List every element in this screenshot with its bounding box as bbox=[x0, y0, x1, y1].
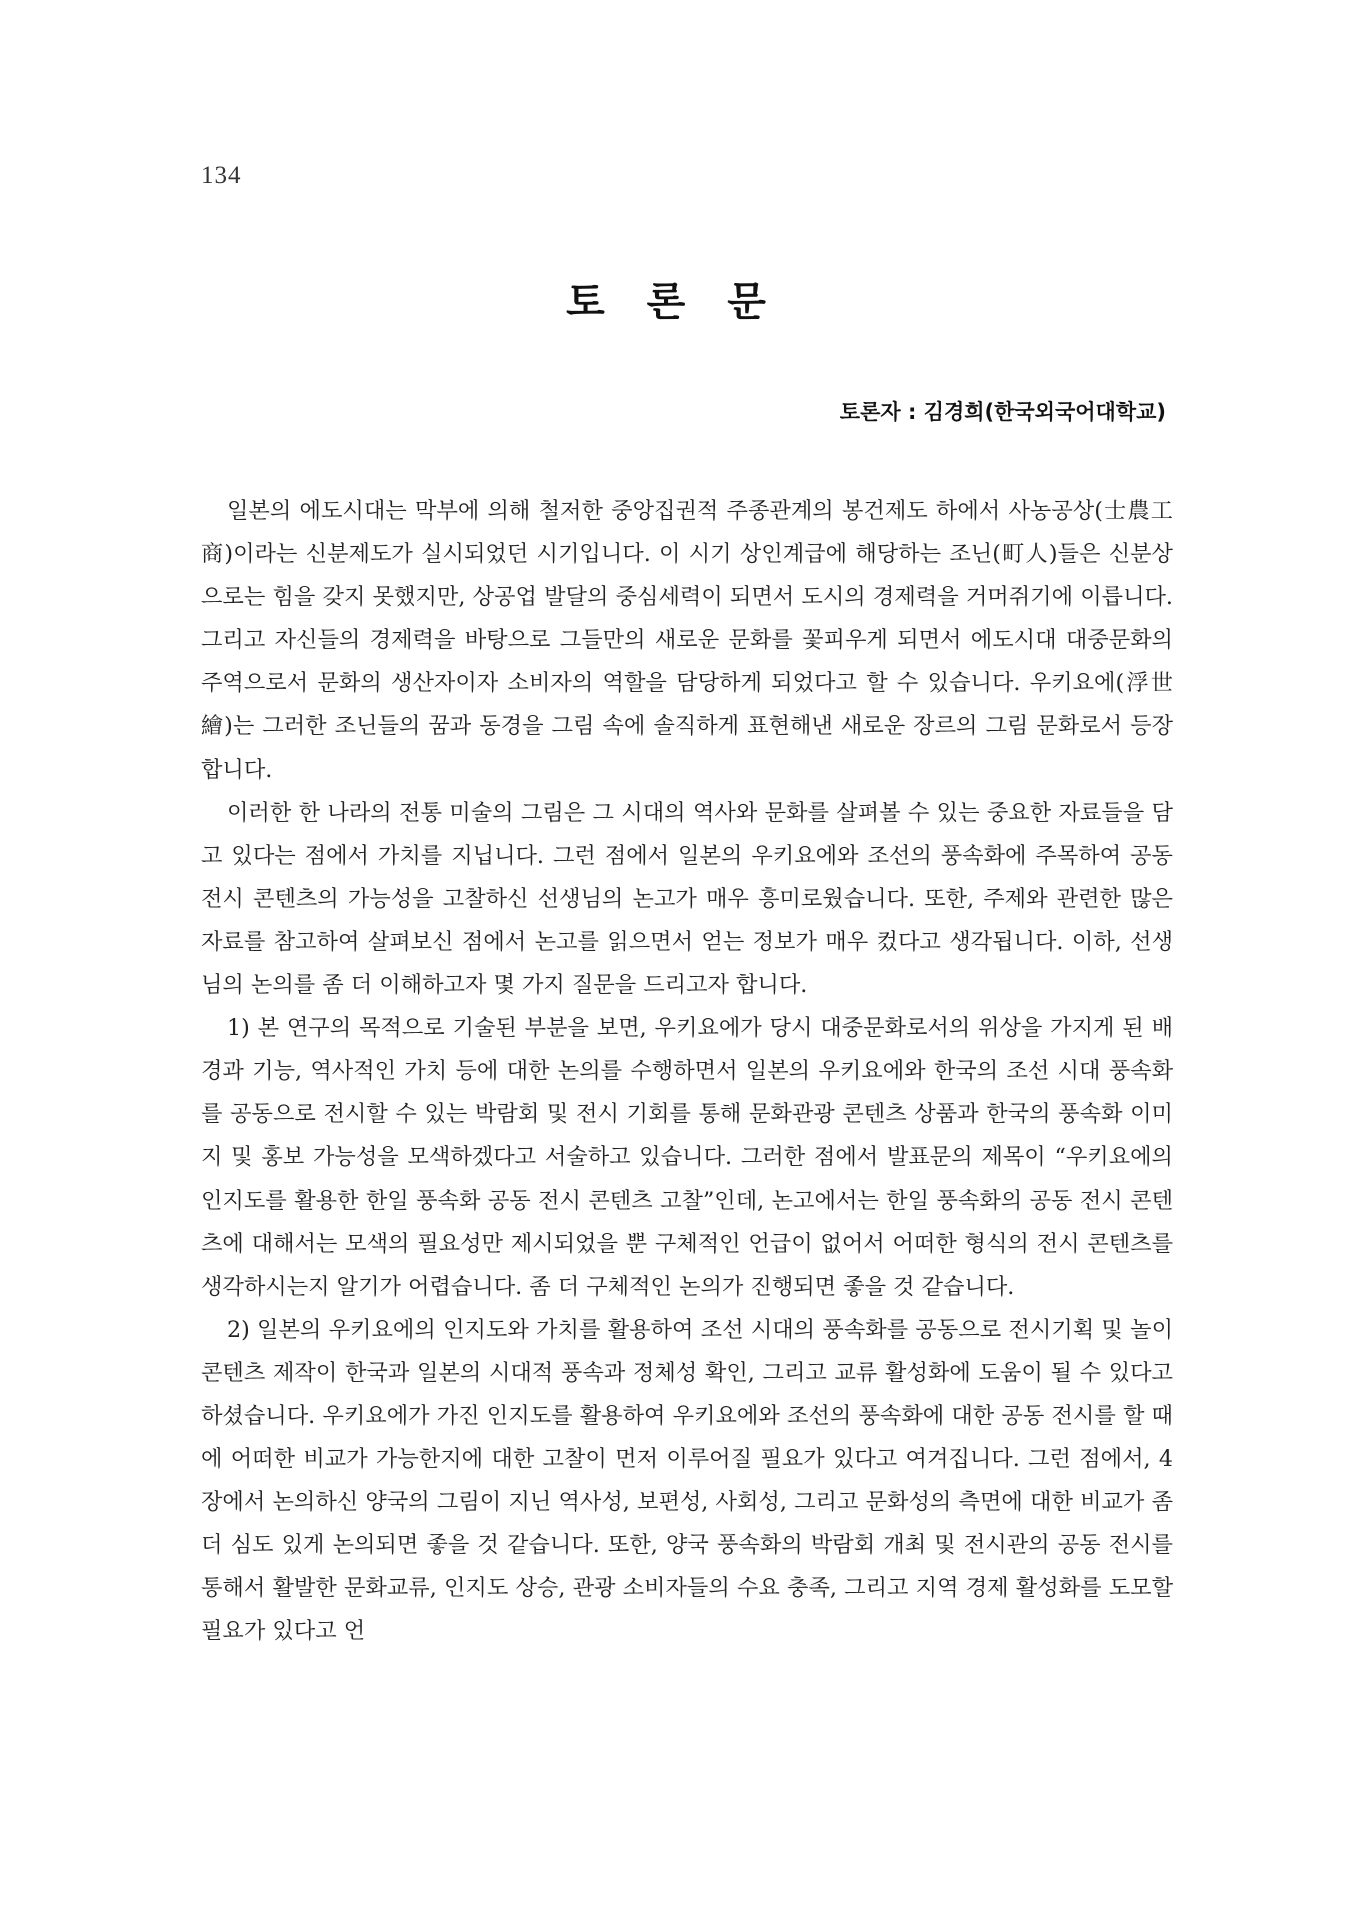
body-text bbox=[201, 490, 1173, 1654]
paragraph: 일본의 에도시대는 막부에 의해 철저한 중앙집권적 주종관계의 봉건제도 하에서 사농공상(士農工商)이라는 신분제도가 실시되었던 시기입니다. 이 시기 상인계급에 해당하는 조닌(町人)들은 신분상으로는 힘을 갖지 못했지만, 상공업 발달의 중심세력이 되면서 도시의 경제력을 거머쥐기에 이릅니다. 그리고 자신들의 경제력을 바탕으로 그들만의 새로운 문화를 꽃피우게 되면서 에도시대 대중문화의 주역으로서 문화의 생산자이자 소비자의 역할을 담당하게 되었다고 할 수 있습니다. 우키요에(浮世繪)는 그러한 조닌들의 꿈과 동경을 그림 속에 솔직하게 표현해낸 새로운 장르의 그림 문화로서 등장합니다. bbox=[201, 498, 1173, 783]
paragraph: 이러한 한 나라의 전통 미술의 그림은 그 시대의 역사와 문화를 살펴볼 수 있는 중요한 자료들을 담고 있다는 점에서 가치를 지닙니다. 그런 점에서 일본의 우키요에와 조선의 풍속화에 주목하여 공동 전시 콘텐츠의 가능성을 고찰하신 선생님의 논고가 매우 흥미로웠습니다. 또한, 주제와 관련한 많은 자료를 참고하여 살펴보신 점에서 논고를 읽으면서 얻는 정보가 매우 컸다고 생각됩니다. 이하, 선생님의 논의를 좀 더 이해하고자 몇 가지 질문을 드리고자 합니다. bbox=[201, 799, 1173, 999]
document-title: 토 론 문 bbox=[566, 279, 780, 325]
page-number: 134 bbox=[201, 162, 242, 189]
paragraph: 2) 일본의 우키요에의 인지도와 가치를 활용하여 조선 시대의 풍속화를 공동으로 전시기획 및 놀이 콘텐츠 제작이 한국과 일본의 시대적 풍속과 정체성 확인, 그리고 교류 활성화에 도움이 될 수 있다고 하셨습니다. 우키요에가 가진 인지도를 활용하여 우키요에와 조선의 풍속화에 대한 공동 전시를 할 때에 어떠한 비교가 가능한지에 대한 고찰이 먼저 이루어질 필요가 있다고 여겨집니다. 그런 점에서, 4장에서 논의하신 양국의 그림이 지닌 역사성, 보편성, 사회성, 그리고 문화성의 측면에 대한 비교가 좀 더 심도 있게 논의되면 좋을 것 같습니다. 또한, 양국 풍속화의 박람회 개최 및 전시관의 공동 전시를 통해서 활발한 문화교류, 인지도 상승, 관광 소비자들의 수요 충족, 그리고 지역 경제 활성화를 도모할 필요가 있다고 언 bbox=[201, 1316, 1173, 1645]
discussant-byline: 토론자 : 김경희(한국외국어대학교) bbox=[839, 400, 1166, 424]
paragraph: 1) 본 연구의 목적으로 기술된 부분을 보면, 우키요에가 당시 대중문화로서의 위상을 가지게 된 배경과 기능, 역사적인 가치 등에 대한 논의를 수행하면서 일본의 우키요에와 한국의 조선 시대 풍속화를 공동으로 전시할 수 있는 박람회 및 전시 기회를 통해 문화관광 콘텐츠 상품과 한국의 풍속화 이미지 및 홍보 가능성을 모색하겠다고 서술하고 있습니다. 그러한 점에서 발표문의 제목이 “우키요에의 인지도를 활용한 한일 풍속화 공동 전시 콘텐츠 고찰”인데, 논고에서는 한일 풍속화의 공동 전시 콘텐츠에 대해서는 모색의 필요성만 제시되었을 뿐 구체적인 언급이 없어서 어떠한 형식의 전시 콘텐츠를 생각하시는지 알기가 어렵습니다. 좀 더 구체적인 논의가 진행되면 좋을 것 같습니다. bbox=[201, 1015, 1173, 1300]
